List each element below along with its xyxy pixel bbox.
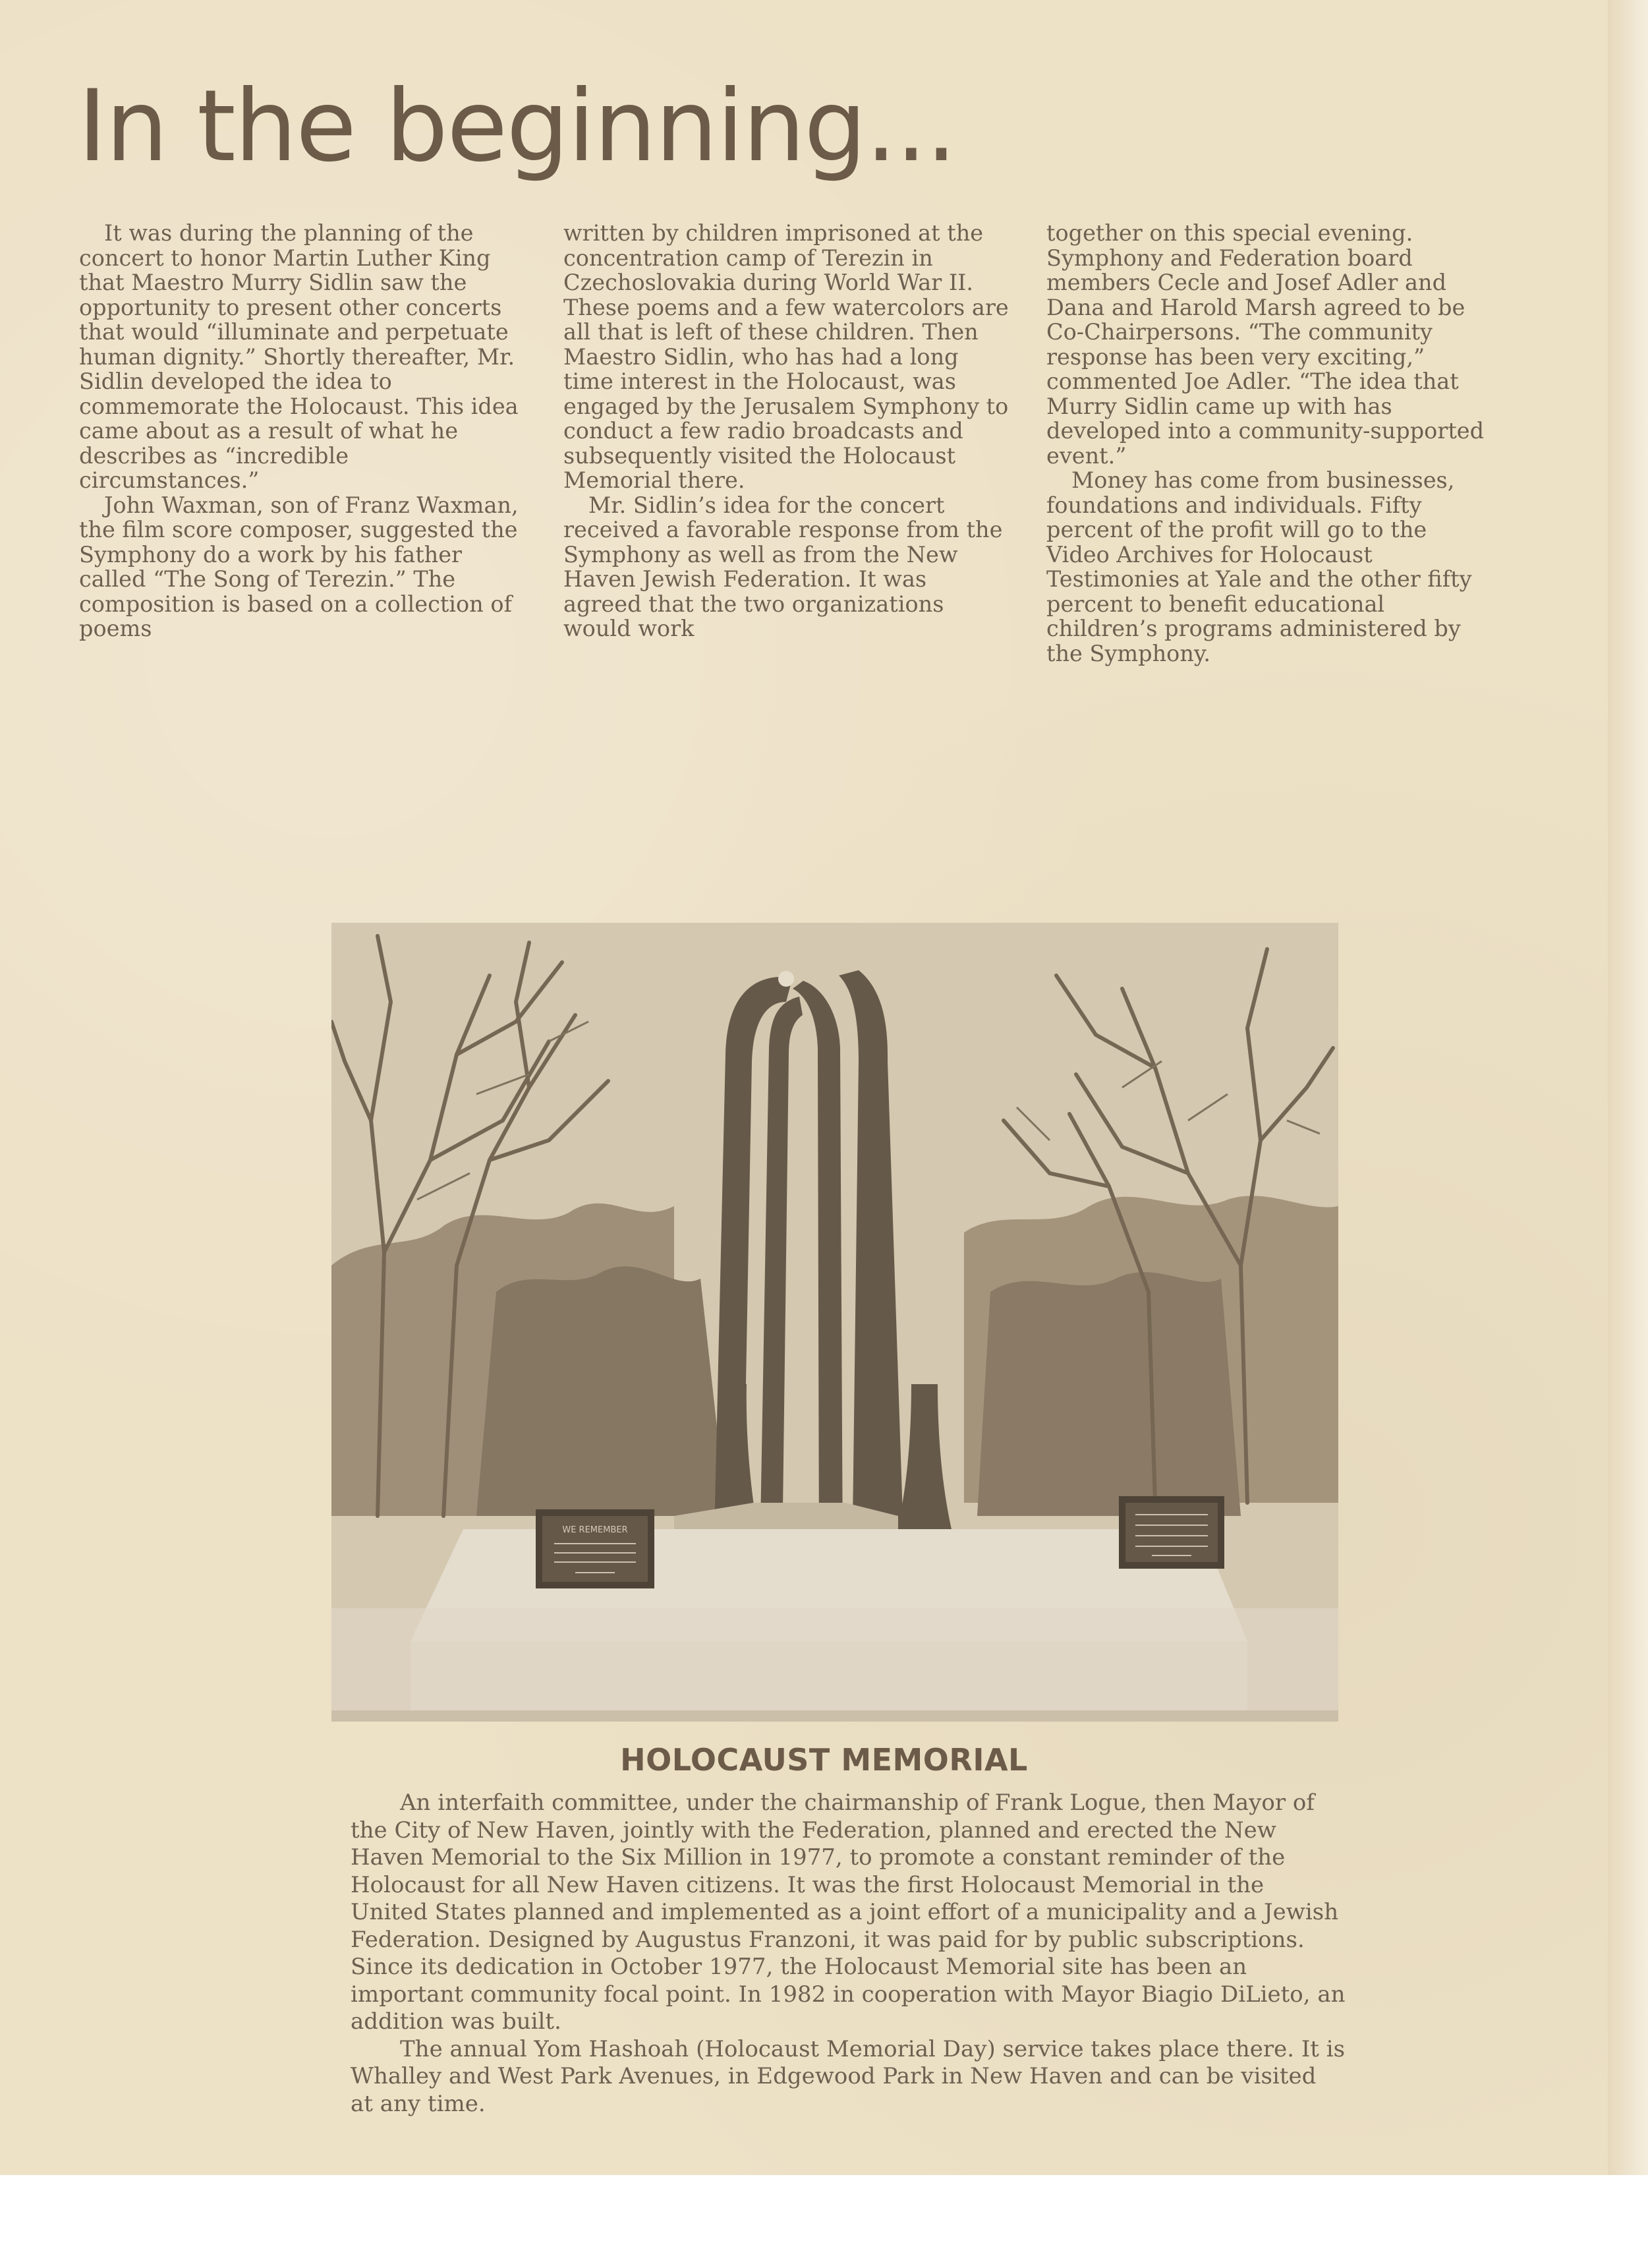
page-headline: In the beginning... (78, 69, 956, 184)
article-column-1 (79, 221, 527, 641)
caption-paragraph-1: An interfaith committee, under the chairmanship of Frank Logue, then Mayor of the City of New Haven, jointly with the Federation, planned and erected the New Haven Memorial to the Six Million in 1977, to promote a constant reminder of the Holocaust for all New Haven citizens. It was the first Holocaust Memorial in the United States planned and implemented as a joint effort of a municipality and a Jewish Federation. Designed by Augustus Franzoni, it was paid for by public subscriptions. Since its dedication in October 1977, the Holocaust Memorial site has been an important community focal point. In 1982 in cooperation with Mayor Biagio DiLieto, an addition was built. (351, 1789, 1346, 2035)
article-column-3 (1046, 221, 1494, 666)
article-column-2 (563, 221, 1011, 641)
column-2-paragraph-1: written by children imprisoned at the concentration camp of Terezin in Czechoslovakia during World War II. These poems and a few watercolors are all that is left of these children. Then Maestro Sidlin, who has had a long time interest in the Holocaust, was engaged by the Jerusalem Symphony to conduct a few radio broadcasts and subsequently visited the Holocaust Memorial there. (563, 220, 1009, 493)
caption-paragraph-2: The annual Yom Hashoah (Holocaust Memorial Day) service takes place there. It is Whalley and West Park Avenues, in Edgewood Park in New Haven and can be visited at any time. (351, 2035, 1346, 2117)
plaque-left-heading: WE REMEMBER (562, 1525, 628, 1535)
column-3-paragraph-2: Money has come from businesses, foundations and individuals. Fifty percent of the profit will go to the Video Archives for Holocaust Testimonies at Yale and the other fifty percent to benefit educational children’s programs administered by the Symphony. (1046, 467, 1472, 666)
photo-caption-title: HOLOCAUST MEMORIAL (620, 1742, 1028, 1778)
column-3-paragraph-1: together on this special evening. Symphony and Federation board members Cecle and Josef Adler and Dana and Harold Marsh agreed to be Co-Chairpersons. “The community response has been very exciting,” commented Joe Adler. “The idea that Murry Sidlin came up with has developed into a community-supported event.” (1046, 220, 1485, 469)
column-1-paragraph-1: It was during the planning of the concert to honor Martin Luther King that Maestro Murry Sidlin saw the opportunity to present other concerts that would “illuminate and perpetuate human dignity.” Shortly thereafter, Mr. Sidlin developed the idea to commemorate the Holocaust. This idea came about as a result of what he describes as “incredible circumstances.” (79, 220, 519, 493)
column-2-paragraph-2: Mr. Sidlin’s idea for the concert received a favorable response from the Symphony as well as from the New Haven Jewish Federation. It was agreed that the two organizations would work (563, 492, 1003, 641)
column-1-paragraph-2: John Waxman, son of Franz Waxman, the film score composer, suggested the Symphony do a work by his father called “The Song of Terezin.” The composition is based on a collection of poems (79, 492, 519, 641)
holocaust-memorial-photo (331, 923, 1338, 1722)
page-edge (1608, 0, 1648, 2175)
photo-caption-body (351, 1789, 1346, 2118)
